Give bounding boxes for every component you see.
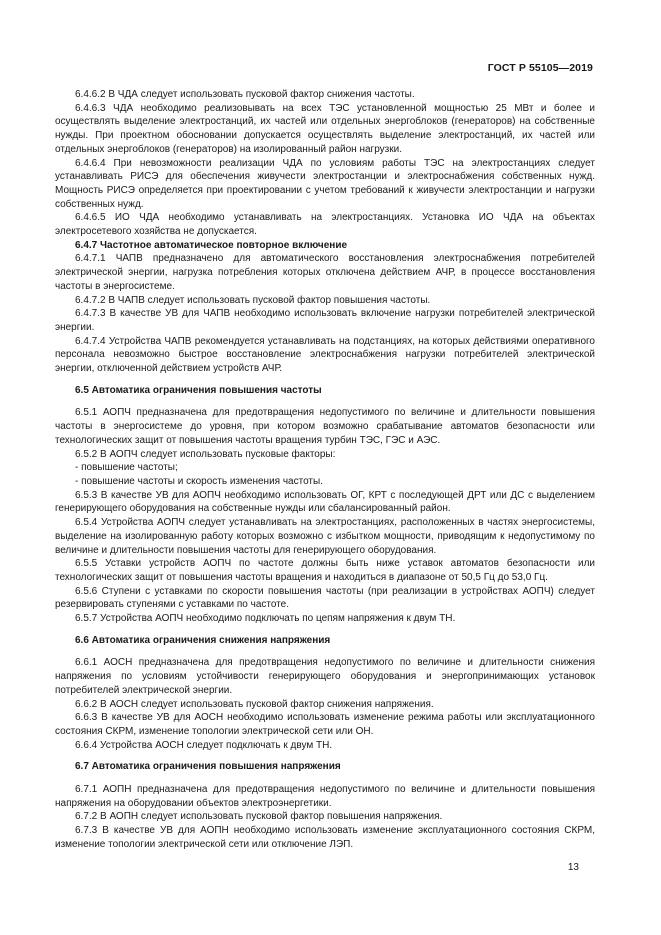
paragraph: 6.7.2 В АОПН следует использовать пусковой фактор повышения напряжения.	[75, 811, 443, 823]
list-item: - повышение частоты;	[75, 462, 178, 474]
paragraph: 6.5.6 Ступени с уставками по скорости повышения частоты (при реализации в устройствах АОПЧ) следует резервировать ступенями с уставками по частоте.	[55, 585, 595, 611]
section-heading: 6.5 Автоматика ограничения повышения частоты	[75, 384, 322, 396]
section-heading: 6.6 Автоматика ограничения снижения напряжения	[75, 634, 331, 646]
paragraph: 6.6.3 В качестве УВ для АОСН необходимо использовать изменение режима работы или эксплуатационного состояния СКРМ, изменение топологии электрической сети или ОН.	[55, 712, 595, 737]
paragraph: 6.5.5 Уставки устройств АОПЧ по частоте должны быть ниже уставок автоматов безопасности или технологических защит от повышения частоты вращения и находиться в диапазоне от 50,5 Гц до 53,0 Гц.	[55, 558, 595, 583]
paragraph: 6.6.4 Устройства АОСН следует подключать к двум ТН.	[75, 739, 333, 751]
section-heading: 6.7 Автоматика ограничения повышения напряжения	[75, 761, 341, 773]
paragraph: 6.5.4 Устройства АОПЧ следует устанавливать на электростанциях, расположенных в частях энергосистемы, выделение на изолированную работу которых возможно с избытком мощности, приводящим к недопустимому по величине и длительности повышения частоты для генерирующего оборудования.	[55, 517, 595, 556]
paragraph: 6.4.7.2 В ЧАПВ следует использовать пусковой фактор повышения частоты.	[75, 294, 431, 306]
paragraph: 6.4.7.1 ЧАПВ предназначено для автоматического восстановления электроснабжения потребителей электрической энергии, нагрузка потребления которых отключена действием АЧР, в процессе восстановления частоты в энергосистеме.	[55, 253, 595, 292]
paragraph: 6.5.2 В АОПЧ следует использовать пусковые факторы:	[75, 448, 336, 460]
paragraph: 6.4.6.3 ЧДА необходимо реализовывать на всех ТЭС установленной мощностью 25 МВт и более и осуществлять выделение электростанций, их частей или отдельных энергоблоков (генераторов) на собственные нужды. При проектном обосновании допускается осуществлять выделение электростанций, их частей или отдельных энергоблоков (генераторов) на изолированный район нагрузки.	[55, 102, 595, 155]
paragraph: 6.4.7.3 В качестве УВ для ЧАПВ необходимо использовать включение нагрузки потребителей электрической энергии.	[55, 308, 595, 333]
page-number: 13	[567, 862, 579, 873]
paragraph: 6.5.3 В качестве УВ для АОПЧ необходимо использовать ОГ, КРТ с последующей ДРТ или ДС с выделением генерирующего оборудования на собственные нужды или сбалансированный район.	[55, 489, 595, 515]
paragraph: 6.4.7.4 Устройства ЧАПВ рекомендуется устанавливать на подстанциях, на которых действиями оперативного персонала невозможно быстрое восстановление электроснабжения нагрузки потребителей электрической энергии, отключенной действием устройств АЧР.	[55, 335, 595, 375]
paragraph: 6.7.3 В качестве УВ для АОПН необходимо использовать изменение эксплуатационного состояния СКРМ, изменение топологии электрической сети или отключение ЛЭП.	[55, 825, 595, 850]
subsection-heading: 6.4.7 Частотное автоматическое повторное включение	[75, 239, 348, 251]
paragraph: 6.4.6.5 ИО ЧДА необходимо устанавливать на электростанциях. Установка ИО ЧДА на объектах электросетевого хозяйства не допускается.	[55, 212, 595, 238]
paragraph: 6.7.1 АОПН предназначена для предотвращения недопустимого по величине и длительности повышения напряжения на оборудовании объектов электроэнергетики.	[55, 784, 595, 809]
paragraph: 6.6.2 В АОСН следует использовать пусковой фактор снижения напряжения.	[75, 698, 434, 710]
paragraph: 6.4.6.2 В ЧДА следует использовать пусковой фактор снижения частоты.	[75, 89, 415, 100]
standard-header: ГОСТ Р 55105—2019	[487, 62, 593, 74]
paragraph: 6.5.1 АОПЧ предназначена для предотвращения недопустимого по величине и длительности повышения частоты в энергосистеме до уровня, при котором возможно срабатывание автоматов безопасности или технологических защит от повышения частоты вращения турбин ТЭС, ГЭС и АЭС.	[55, 407, 595, 446]
list-item: - повышение частоты и скорость изменения частоты.	[75, 475, 323, 487]
paragraph: 6.5.7 Устройства АОПЧ необходимо подключать по цепям напряжения к двум ТН.	[75, 613, 456, 625]
document-body	[55, 88, 595, 852]
paragraph: 6.6.1 АОСН предназначена для предотвращения недопустимого по величине и длительности снижения напряжения по условиям устойчивости генерирующего оборудования и энергопринимающих установок потребителей электрической энергии.	[55, 657, 595, 696]
paragraph: 6.4.6.4 При невозможности реализации ЧДА по условиям работы ТЭС на электростанциях следует устанавливать РИСЭ для обеспечения живучести электростанции и электроснабжения собственных нужд. Мощность РИСЭ определяется при проектировании с учетом требований к живучести электростанции и нагрузки собственных нужд.	[55, 157, 595, 210]
